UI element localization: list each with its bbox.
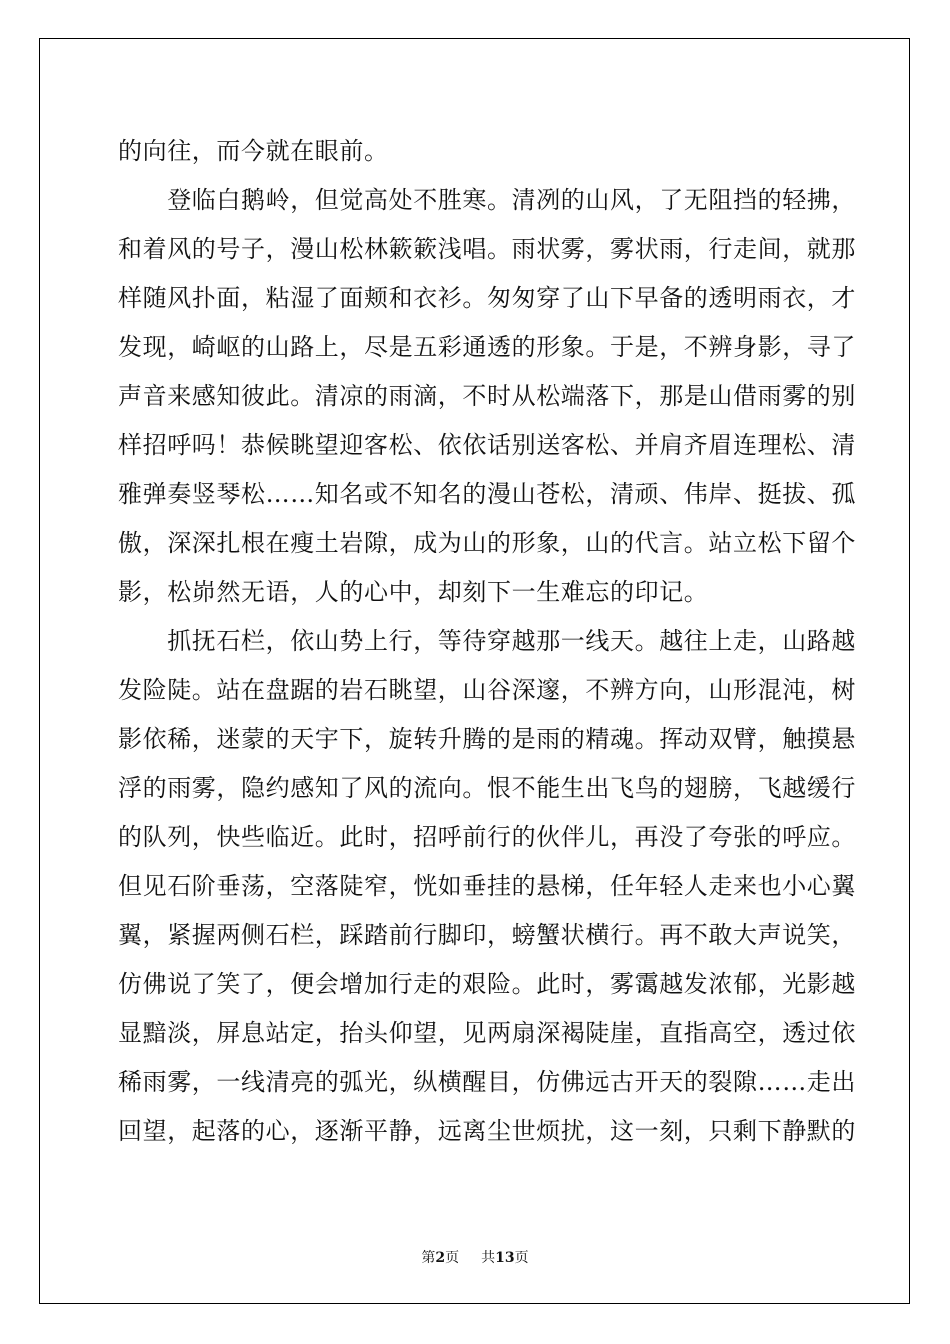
- text-line: 影依稀，迷蒙的天宇下，旋转升腾的是雨的精魂。挥动双臂，触摸悬: [118, 725, 856, 753]
- text-line: 仿佛说了笑了，便会增加行走的艰险。此时，雾霭越发浓郁，光影越: [118, 970, 856, 998]
- text-line: 样随风扑面，粘湿了面颊和衣衫。匆匆穿了山下早备的透明雨衣，才: [118, 284, 856, 312]
- text-line: 显黯淡，屏息站定，抬头仰望，见两扇深褐陡崖，直指高空，透过依: [118, 1019, 856, 1047]
- text-line: 登临白鹅岭，但觉高处不胜寒。清冽的山风，了无阻挡的轻拂，: [118, 186, 856, 214]
- footer-prefix: 第: [421, 1250, 436, 1266]
- text-line: 浮的雨雾，隐约感知了风的流向。恨不能生出飞鸟的翅膀，飞越缓行: [118, 774, 856, 802]
- footer-total-unit: 页: [514, 1250, 529, 1266]
- text-line: 回望，起落的心，逐渐平静，远离尘世烦扰，这一刻，只剩下静默的: [118, 1117, 856, 1145]
- text-line: 稀雨雾，一线清亮的弧光，纵横醒目，仿佛远古开天的裂隙……走出: [118, 1068, 856, 1096]
- text-line: 抓抚石栏，依山势上行，等待穿越那一线天。越往上走，山路越: [118, 627, 856, 655]
- footer-page-unit: 页: [445, 1250, 460, 1266]
- text-line: 样招呼吗！恭候眺望迎客松、依依话别送客松、并肩齐眉连理松、清: [118, 431, 856, 459]
- text-line: 的向往，而今就在眼前。: [118, 137, 389, 165]
- text-line: 雅弹奏竖琴松……知名或不知名的漫山苍松，清顽、伟岸、挺拔、孤: [118, 480, 856, 508]
- text-line: 声音来感知彼此。清凉的雨滴，不时从松端落下，那是山借雨雾的别: [118, 382, 856, 410]
- text-line: 发现，崎岖的山路上，尽是五彩通透的形象。于是，不辨身影，寻了: [118, 333, 856, 361]
- text-line: 发险陡。站在盘踞的岩石眺望，山谷深邃，不辨方向，山形混沌，树: [118, 676, 856, 704]
- page-footer: [0, 1247, 950, 1267]
- text-line: 和着风的号子，漫山松林簌簌浅唱。雨状雾，雾状雨，行走间，就那: [118, 235, 856, 263]
- current-page-number: 2: [435, 1250, 446, 1266]
- text-line: 翼，紧握两侧石栏，踩踏前行脚印，螃蟹状横行。再不敢大声说笑，: [118, 921, 856, 949]
- body-text: [118, 127, 856, 1156]
- text-line: 的队列，快些临近。此时，招呼前行的伙伴儿，再没了夸张的呼应。: [118, 823, 856, 851]
- total-page-count: 13: [495, 1250, 515, 1266]
- text-line: 但见石阶垂荡，空落陡窄，恍如垂挂的悬梯，任年轻人走来也小心翼: [118, 872, 856, 900]
- text-line: 影，松峁然无语，人的心中，却刻下一生难忘的印记。: [118, 578, 709, 606]
- text-line: 傲，深深扎根在瘦土岩隙，成为山的形象，山的代言。站立松下留个: [118, 529, 856, 557]
- footer-total-prefix: 共: [481, 1250, 496, 1266]
